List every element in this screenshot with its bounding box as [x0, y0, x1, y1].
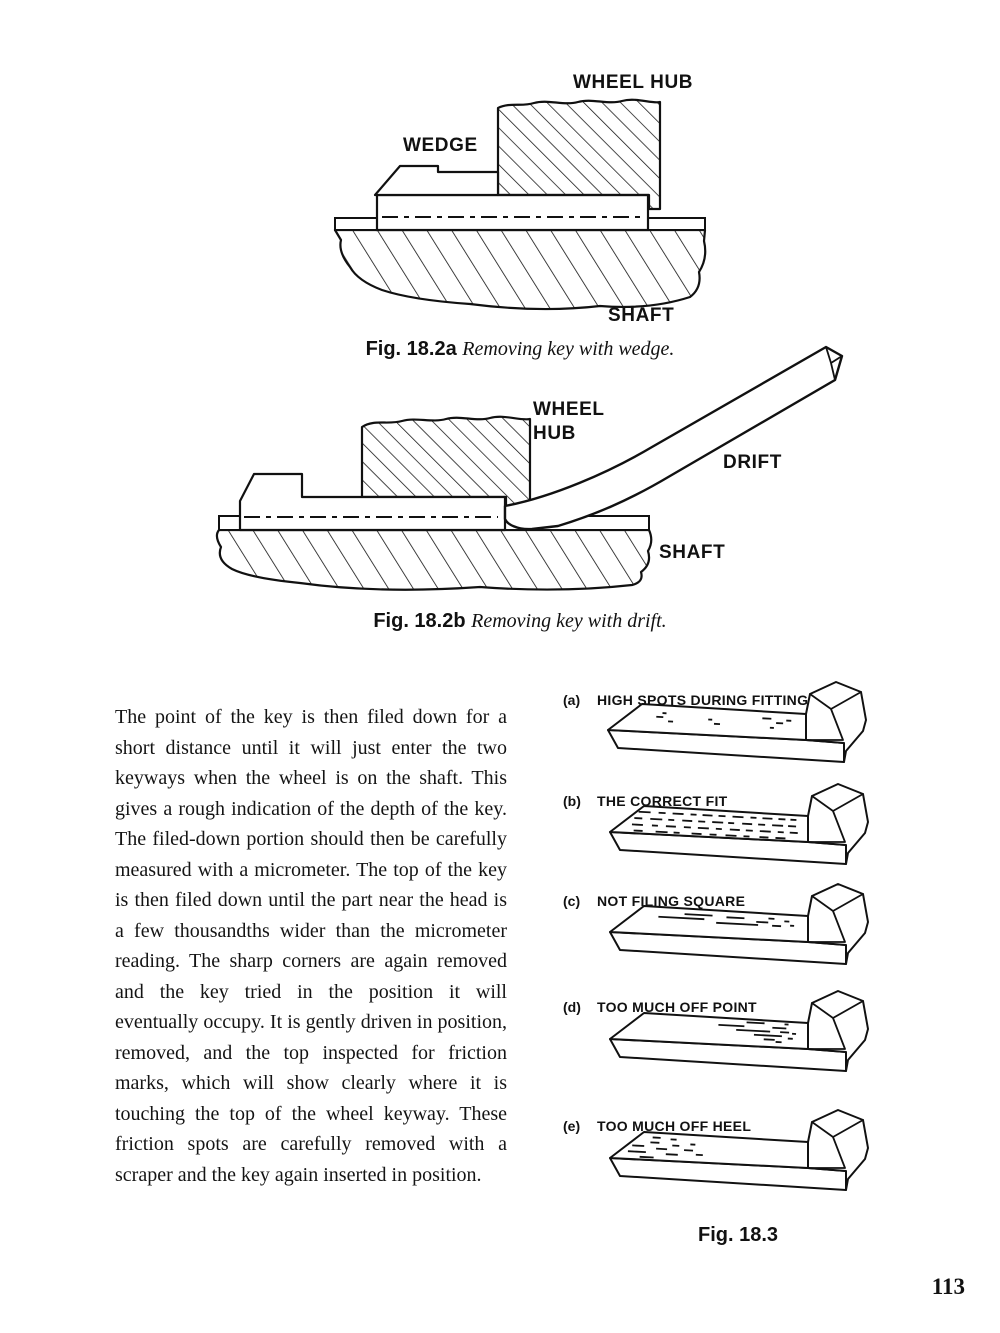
caption-number: Fig. 18.2a	[365, 338, 457, 360]
label-wheel-hub: WHEEL HUB	[573, 72, 694, 93]
key-fitting-drawing-d	[600, 983, 880, 1083]
fit-item-letter: (d)	[563, 999, 581, 1015]
key-fitting-drawing-b	[600, 776, 880, 876]
fit-item-title: THE CORRECT FIT	[597, 793, 728, 809]
caption-number: Fig. 18.2b	[373, 610, 466, 632]
caption-number: Fig. 18.3	[697, 1224, 779, 1246]
fit-item-title: HIGH SPOTS DURING FITTING	[597, 692, 809, 708]
page-number: 113	[931, 1274, 965, 1299]
label-wheel-hub: WHEEL HUB	[533, 399, 605, 444]
wedge-removal-drawing	[320, 60, 720, 345]
key-fitting-drawing-c	[600, 876, 880, 976]
fit-item-title: TOO MUCH OFF POINT	[597, 999, 757, 1015]
body-paragraph: The point of the key is then filed down for a short distance until it will just enter the two keyways when the wheel is on the shaft. This gives a rough indication of the depth of the key. The filed-down portion should then be carefully measured with a micrometer. The top of the key is then filed down until the part near the head is a few thousandths wider than the micrometer reading. The sharp corners are again removed and the key tried in the position it will eventually occupy. It is gently driven in position, removed, and the top inspected for friction marks, which will show clearly where it is touching the top of the wheel keyway. These friction spots are carefully removed with a scraper and the key again inserted in position.	[115, 706, 507, 1186]
caption-text: Removing key with drift.	[471, 610, 667, 632]
key-fitting-drawing-e	[600, 1102, 880, 1202]
label-shaft: SHAFT	[608, 305, 675, 326]
label-shaft: SHAFT	[659, 542, 726, 563]
fit-item-letter: (b)	[563, 793, 581, 809]
fit-item-title: TOO MUCH OFF HEEL	[597, 1118, 752, 1134]
figure-caption-18-3	[598, 1224, 878, 1247]
fit-item-letter: (e)	[563, 1118, 581, 1134]
label-wedge: WEDGE	[403, 135, 478, 156]
fit-item-letter: (c)	[563, 893, 581, 909]
fit-item-letter: (a)	[563, 692, 581, 708]
label-drift: DRIFT	[723, 452, 782, 473]
figure-caption-18-2b	[330, 610, 710, 633]
key-fitting-drawing-a	[598, 674, 878, 774]
caption-text: Removing key with wedge.	[462, 338, 675, 360]
fit-item-title: NOT FILING SQUARE	[597, 893, 746, 909]
